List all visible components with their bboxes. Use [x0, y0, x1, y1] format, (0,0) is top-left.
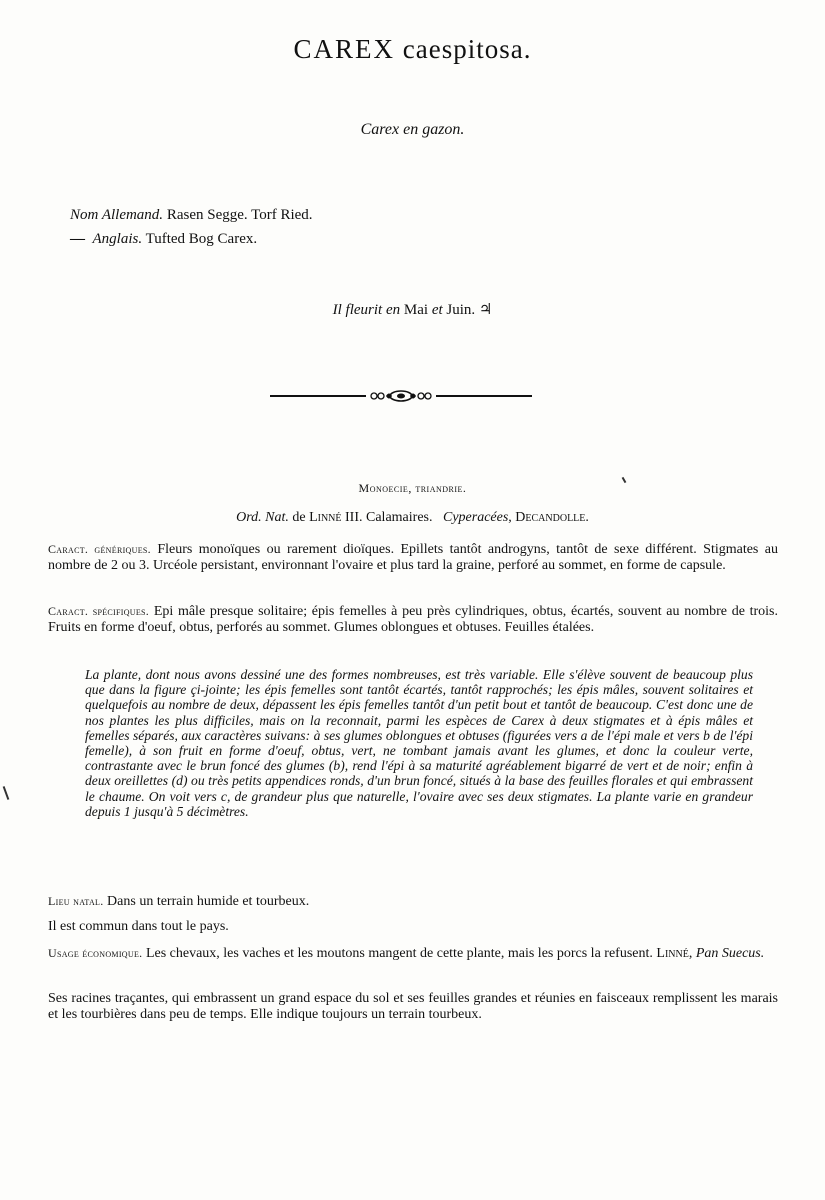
economic-use-lead: Usage économique. — [48, 946, 143, 960]
english-value: Tufted Bog Carex. — [145, 231, 258, 247]
distribution-note: Il est commun dans tout le pays. — [48, 919, 229, 934]
ordnat-family: Cyperacées — [442, 510, 509, 525]
native-habitat-lead: Lieu natal. — [48, 894, 104, 908]
economic-use-ref: Pan Suecus. — [695, 946, 765, 961]
english-name-row — [70, 227, 313, 251]
flowering-pre: Il fleurit en — [332, 302, 401, 318]
ordnat-label: Ord. Nat. — [236, 510, 289, 525]
ordnat-de: de — [292, 510, 306, 525]
plant-description: La plante, dont nous avons dessiné une des formes nombreuses, est très variable. Elle s'élève souvent de beaucoup plus que dans la figure çi-jointe; les épis femelles sont tantôt écartés, tantôt rapprochés; les épis mâles, souvent solitaires et quelquefois au nombre de deux, dépassent les épis femelles tantôt d'un petit bout et tantôt de beaucoup. C'est donc une de nos plantes les plus difficiles, mais on la reconnait, parmi les espèces de Carex à deux stigmates et à épis mâles et femelles séparés, aux caractères suivans: à ses glumes oblongues et obtuses (figurées vers a de l'épi male et vers b de l'épi femelle), à son fruit en forme d'oeuf, obtus, vert, ne tombant jamais avant les glumes, et donc la couleur verte, contrastante avec le brun foncé des glumes (b), rend l'épi à sa maturité agréablement bigarré de vert et de noir; enfin à deux oreillettes (d) ou très petits appendices ronds, d'un brun foncé, situés à la base des feuilles florales et qui embrassent le chaume. On voit vers c, de grandeur plus que naturelle, l'ovaire avec ses deux stigmates. La plante varie en grandeur depuis 1 jusqu'à 5 décimètres. — [85, 667, 753, 819]
english-dash: — — [70, 231, 85, 247]
economic-use — [48, 945, 778, 962]
ornament-divider — [270, 388, 532, 404]
specific-characters-lead: Caract. spécifiques. — [48, 604, 150, 618]
economic-use-linne: Linné, — [656, 946, 693, 961]
ordnat-linne: Linné — [309, 510, 342, 525]
ordnat-order: III. Calamaires. — [345, 510, 433, 525]
vernacular-names — [70, 203, 313, 251]
stray-mark — [3, 786, 10, 800]
specific-characters-text: Epi mâle presque solitaire; épis femelles à peu près cylindriques, obtus, écartés, souvent au nombre de trois. Fruits en forme d'oeuf, obtus, perforés au sommet. Glumes oblongues et obtuses. Feuilles étalées. — [48, 604, 778, 635]
flowering-et: et — [431, 302, 443, 318]
species-name: caespitosa. — [402, 34, 532, 64]
generic-characters — [48, 541, 778, 574]
flowering-period — [0, 300, 825, 319]
ordnat-author: Decandolle. — [515, 510, 589, 525]
native-habitat-text: Dans un terrain humide et tourbeux. — [107, 894, 310, 909]
common-name: Carex en gazon. — [360, 121, 465, 138]
genus-name: CAREX — [293, 34, 396, 64]
german-label: Nom Allemand. — [70, 207, 164, 223]
roots-note: Ses racines traçantes, qui embrassent un grand espace du sol et ses feuilles grandes et réunies en faisceaux remplissent les marais et les tourbières dans peu de temps. Elle indique toujours un terrain tourbeux. — [48, 991, 778, 1022]
generic-characters-text: Fleurs monoïques ou rarement dioïques. Epillets tantôt androgyns, tantôt de sexe différent. Stigmates au nombre de 2 ou 3. Urcéole persistant, environnant l'ovaire et plus tard la graine, perforé au sommet, en forme de capsule. — [48, 542, 778, 573]
flowering-month-a: Mai — [403, 302, 429, 318]
english-label: Anglais. — [92, 231, 143, 247]
generic-characters-lead: Caract. génériques. — [48, 542, 151, 556]
economic-use-text: Les chevaux, les vaches et les moutons mangent de cette plante, mais les porcs la refusent. — [145, 946, 653, 961]
native-habitat — [48, 893, 778, 910]
specific-characters — [48, 603, 778, 636]
german-name-row — [70, 203, 313, 227]
page-title — [0, 34, 825, 65]
natural-order: Ord. Nat. de Linné III. Calamaires. Cyperacées, Decandolle. — [236, 510, 589, 525]
perennial-symbol: ♃ — [478, 302, 493, 318]
german-value: Rasen Segge. Torf Ried. — [166, 207, 313, 223]
linnaean-class: Monoecie, triandrie. — [358, 481, 467, 495]
flowering-month-b: Juin. — [446, 302, 476, 318]
